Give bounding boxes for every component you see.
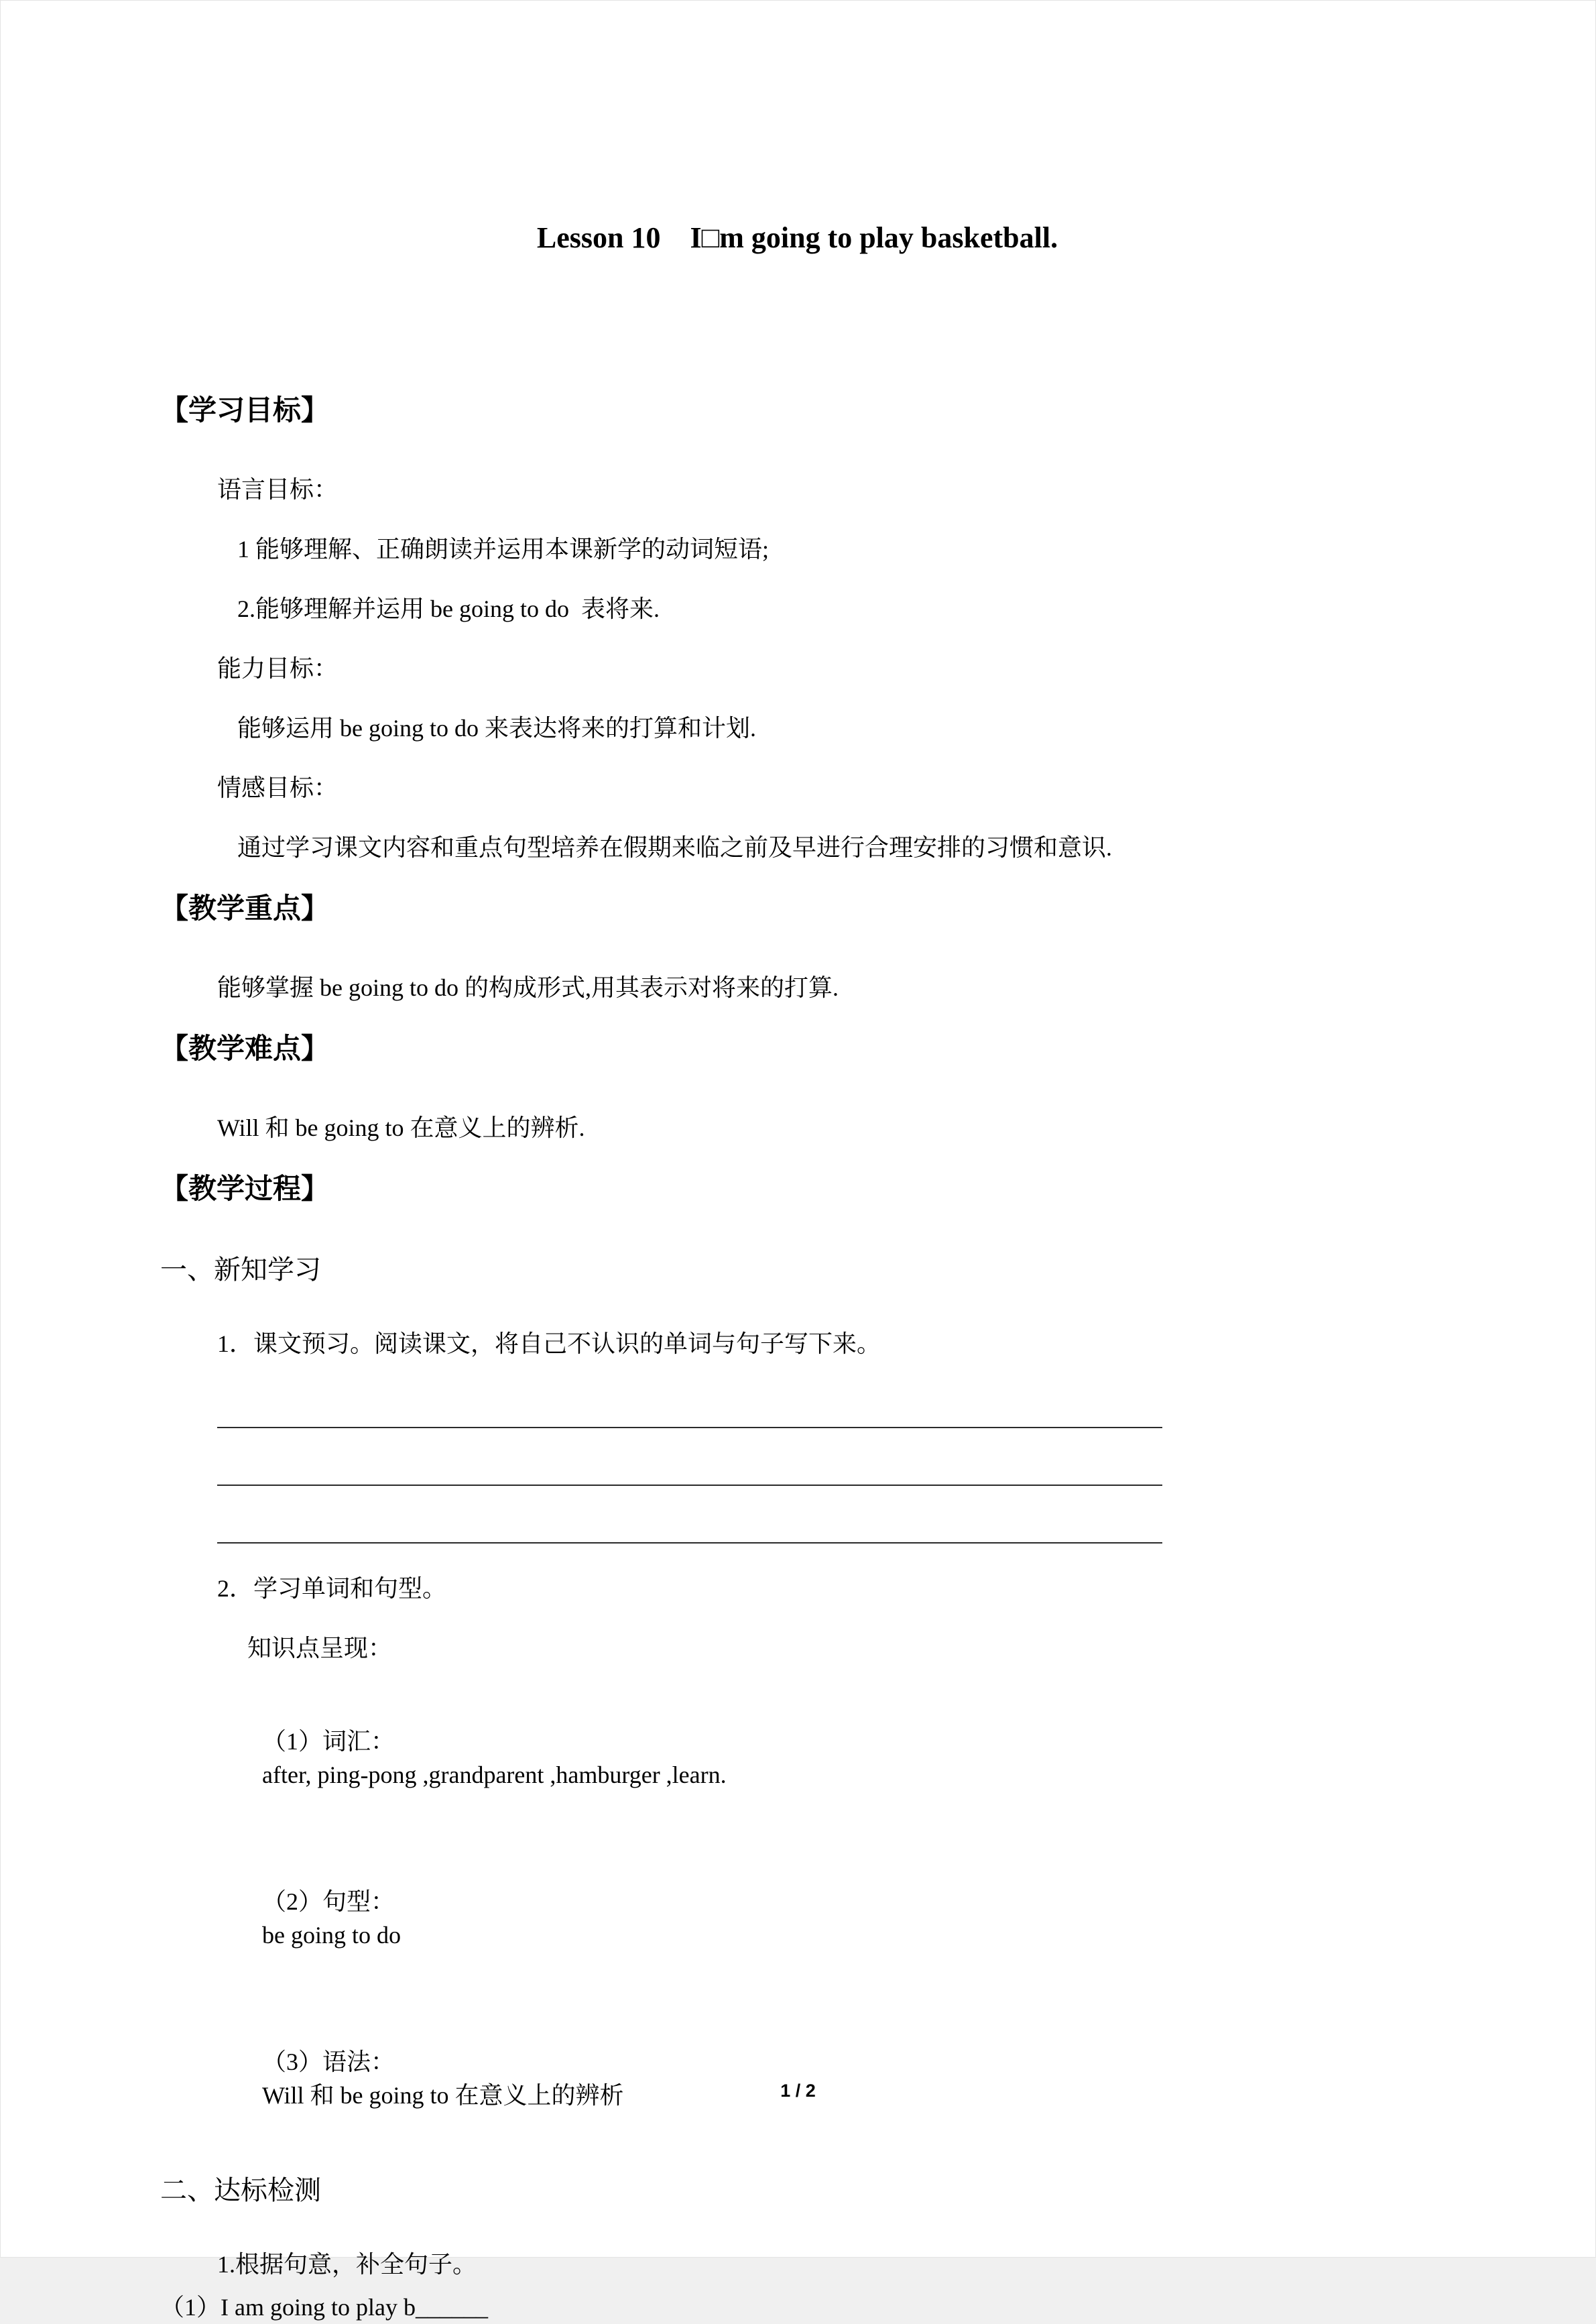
- process-step1-text: 1．课文预习。阅读课文，将自己不认识的单词与句子写下来。: [217, 1330, 881, 1357]
- objective-emotion-item: 通过学习课文内容和重点句型培养在假期来临之前及早进行合理安排的习惯和意识.: [237, 834, 1113, 861]
- answer-line-1: [217, 1387, 1162, 1428]
- answer-line-2: [217, 1428, 1162, 1486]
- section-teaching-key-points: [160, 890, 1434, 1004]
- objective-label-emotion: 情感目标：: [217, 774, 339, 801]
- knowledge-point-pattern-value: be going to do: [262, 1922, 401, 1949]
- section-learning-objectives: [160, 392, 1434, 864]
- teaching-difficulties-text: Will 和 be going to 在意义上的辨析.: [217, 1114, 585, 1141]
- exercise-intro-text: 1.根据句意，补全句子。: [217, 2251, 477, 2278]
- objective-label-language: 语言目标：: [217, 476, 339, 503]
- knowledge-point-grammar: [214, 2012, 1434, 2146]
- knowledge-point-grammar-value: Will 和 be going to 在意义上的辨析: [262, 2082, 624, 2109]
- process-part2-title: 二、达标检测: [160, 2175, 321, 2205]
- teaching-key-points-text: 能够掌握 be going to do 的构成形式,用其表示对将来的打算.: [217, 974, 839, 1001]
- section-teaching-process: [160, 1171, 1434, 2324]
- exercise-item-1: （1）I am going to play b______: [160, 2294, 488, 2321]
- knowledge-intro-text: 知识点呈现：: [247, 1635, 393, 1662]
- knowledge-point-pattern: [214, 1851, 1434, 1985]
- page-number: 1 / 2: [780, 2081, 816, 2101]
- objective-language-item-1: 1 能够理解、正确朗读并运用本课新学的动词短语;: [237, 536, 770, 563]
- knowledge-point-vocabulary: [214, 1691, 1434, 1825]
- answer-lines: [217, 1387, 1434, 1544]
- heading-teaching-process: 【教学过程】: [160, 1174, 330, 1205]
- objective-label-ability: 能力目标：: [217, 655, 339, 682]
- heading-teaching-difficulties: 【教学难点】: [160, 1034, 330, 1065]
- document-content: [1, 1, 1595, 2324]
- objective-ability-item: 能够运用 be going to do 来表达将来的打算和计划.: [237, 715, 756, 742]
- knowledge-point-pattern-label: （2）句型：: [262, 1888, 395, 1915]
- knowledge-point-vocabulary-label: （1）词汇：: [262, 1728, 395, 1755]
- section-teaching-difficulties: [160, 1031, 1434, 1145]
- document-title: Lesson 10 I□m going to play basketball.: [536, 221, 1058, 254]
- process-part1-title: 一、新知学习: [160, 1255, 321, 1285]
- heading-learning-objectives: 【学习目标】: [160, 396, 330, 426]
- knowledge-point-vocabulary-value: after, ping-pong ,grandparent ,hamburger ,learn.: [262, 1761, 727, 1788]
- knowledge-point-grammar-label: （3）语法：: [262, 2048, 395, 2075]
- process-step2-text: 2．学习单词和句型。: [217, 1575, 447, 1602]
- answer-line-3: [217, 1486, 1162, 1544]
- objective-language-item-2: 2.能够理解并运用 be going to do 表将来.: [237, 595, 660, 622]
- heading-teaching-key-points: 【教学重点】: [160, 894, 330, 925]
